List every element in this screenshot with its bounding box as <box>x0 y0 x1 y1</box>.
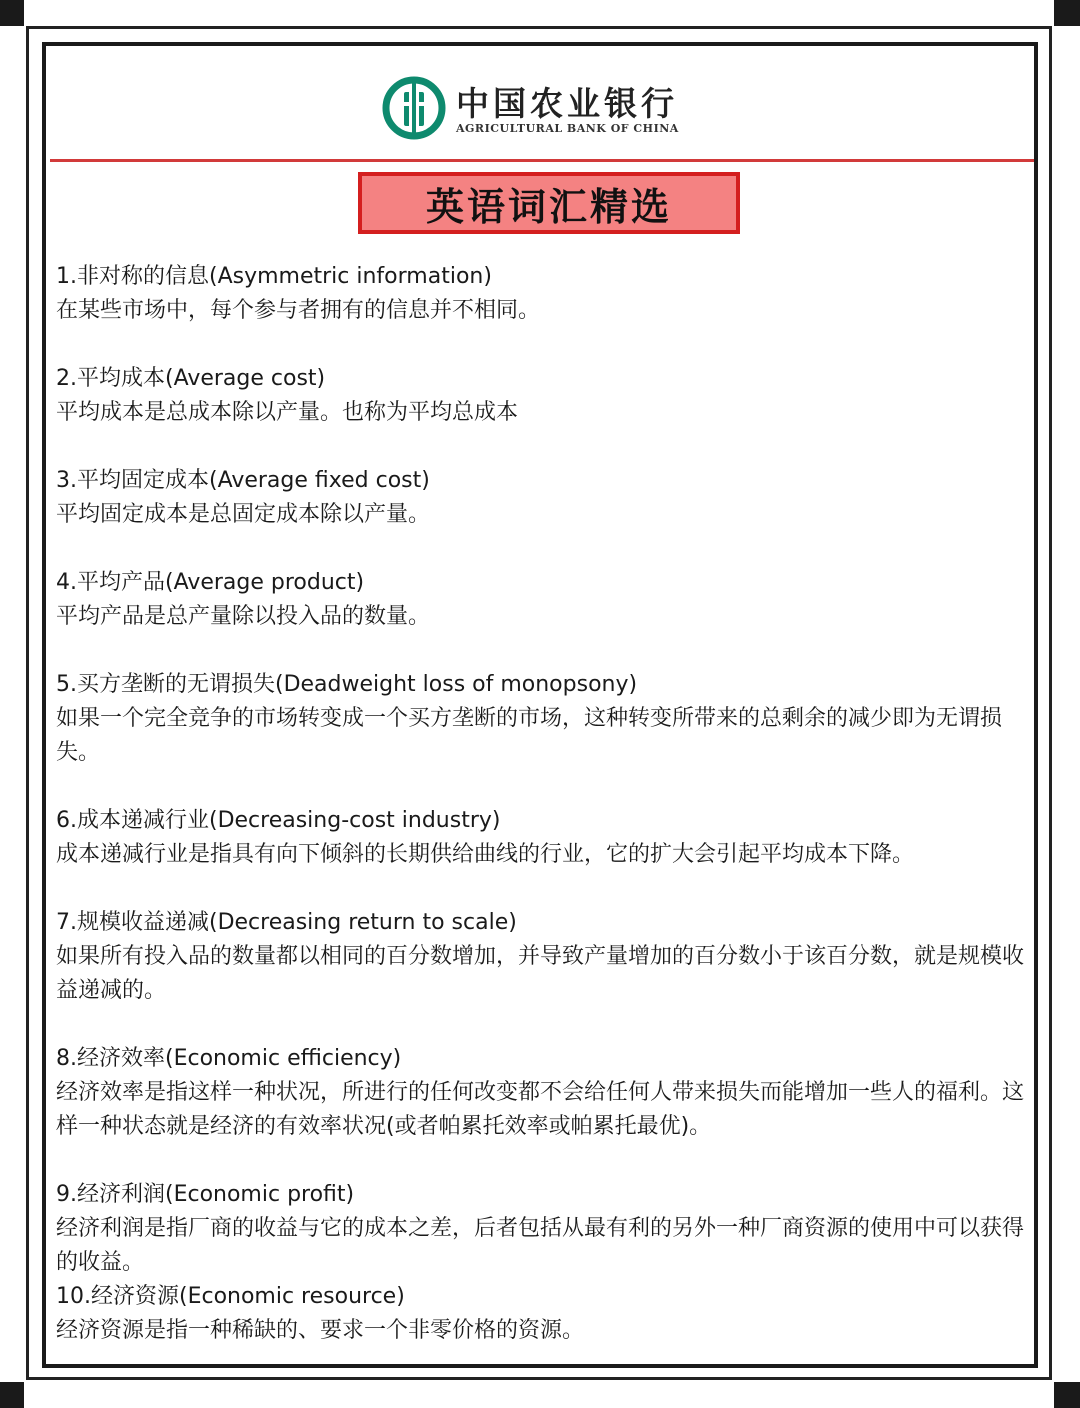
vocab-term: 4.平均产品(Average product) <box>56 570 365 595</box>
page-title: 英语词汇精选 <box>425 184 672 229</box>
vocab-term: 5.买方垄断的无谓损失(Deadweight loss of monopsony) <box>56 672 638 697</box>
bank-logo <box>382 76 702 146</box>
corner-mark <box>1054 1382 1080 1408</box>
vocab-entry <box>56 804 1026 872</box>
vocab-definition: 经济效率是指这样一种状况，所进行的任何改变都不会给任何人带来损失而能增加一些人的福利。这样一种状态就是经济的有效率状况(或者帕累托效率或帕累托最优)。 <box>56 1080 1025 1139</box>
vocab-definition: 成本递减行业是指具有向下倾斜的长期供给曲线的行业，它的扩大会引起平均成本下降。 <box>56 842 915 867</box>
vocabulary-list <box>56 260 1026 1348</box>
vocab-definition: 在某些市场中，每个参与者拥有的信息并不相同。 <box>56 298 541 323</box>
vocab-entry <box>56 668 1026 770</box>
title-banner <box>358 172 740 234</box>
header-divider <box>50 159 1034 162</box>
vocab-definition: 平均产品是总产量除以投入品的数量。 <box>56 604 431 629</box>
vocab-term: 2.平均成本(Average cost) <box>56 366 326 391</box>
vocab-term: 3.平均固定成本(Average fixed cost) <box>56 468 430 493</box>
vocab-term: 1.非对称的信息(Asymmetric information) <box>56 264 492 289</box>
vocab-entry <box>56 1178 1026 1280</box>
vocab-term: 9.经济利润(Economic profit) <box>56 1182 355 1207</box>
vocab-entry <box>56 464 1026 532</box>
abc-logo-icon <box>382 76 446 140</box>
corner-mark <box>0 1382 24 1408</box>
vocab-entry <box>56 260 1026 328</box>
document-card <box>42 42 1038 1368</box>
vocab-definition: 经济利润是指厂商的收益与它的成本之差，后者包括从最有利的另外一种厂商资源的使用中可以获得的收益。 <box>56 1216 1025 1275</box>
vocab-entry <box>56 1280 1026 1348</box>
vocab-definition: 如果一个完全竞争的市场转变成一个买方垄断的市场，这种转变所带来的总剩余的减少即为无谓损失。 <box>56 706 1003 765</box>
corner-mark <box>0 0 24 26</box>
corner-mark <box>1054 0 1080 26</box>
vocab-definition: 平均固定成本是总固定成本除以产量。 <box>56 502 431 527</box>
vocab-entry <box>56 906 1026 1008</box>
vocab-definition: 如果所有投入品的数量都以相同的百分数增加，并导致产量增加的百分数小于该百分数，就是规模收益递减的。 <box>56 944 1025 1003</box>
bank-name-en: AGRICULTURAL BANK OF CHINA <box>456 122 679 135</box>
vocab-term: 6.成本递减行业(Decreasing-cost industry) <box>56 808 501 833</box>
vocab-definition: 平均成本是总成本除以产量。也称为平均总成本 <box>56 400 519 425</box>
vocab-term: 8.经济效率(Economic efficiency) <box>56 1046 402 1071</box>
bank-name-cn: 中国农业银行 <box>456 84 678 123</box>
vocab-entry <box>56 566 1026 634</box>
vocab-entry <box>56 362 1026 430</box>
header <box>46 46 1034 162</box>
vocab-term: 7.规模收益递减(Decreasing return to scale) <box>56 910 517 935</box>
vocab-entry <box>56 1042 1026 1144</box>
vocab-term: 10.经济资源(Economic resource) <box>56 1284 405 1309</box>
vocab-definition: 经济资源是指一种稀缺的、要求一个非零价格的资源。 <box>56 1318 585 1343</box>
